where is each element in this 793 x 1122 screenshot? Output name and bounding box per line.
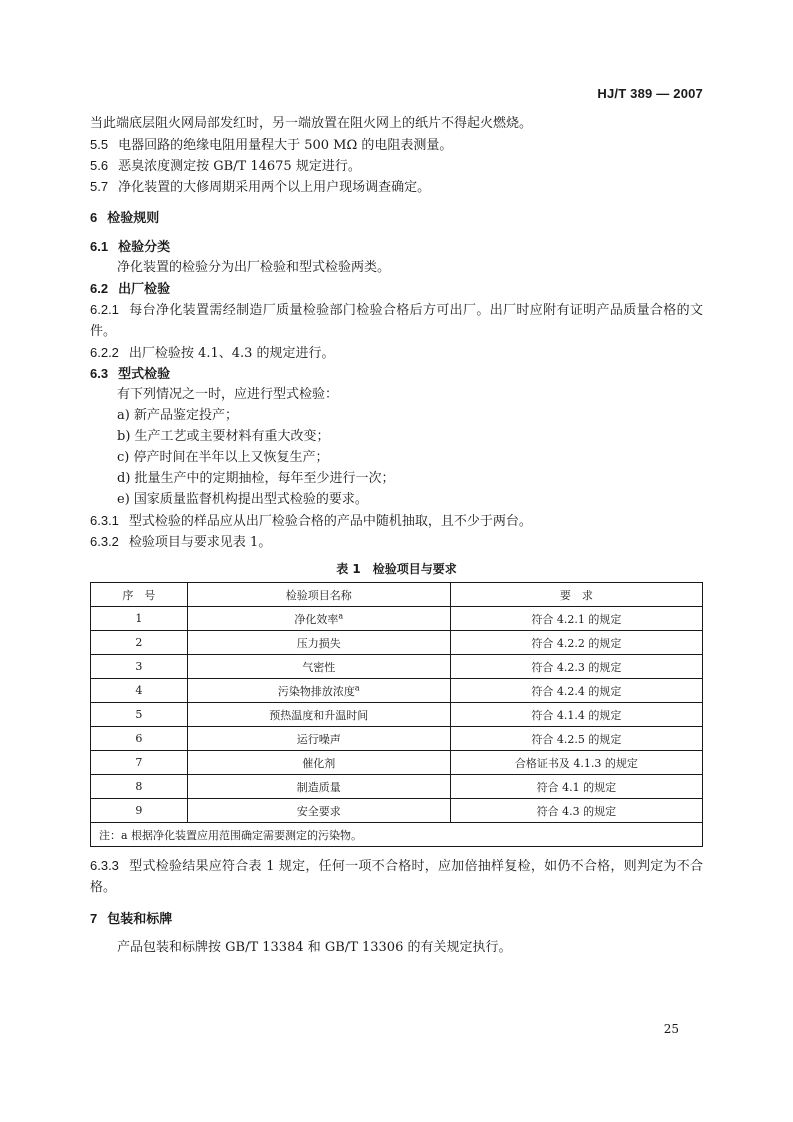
item-name: 运行噪声 <box>187 727 450 751</box>
table-title: 表 1 检验项目与要求 <box>336 562 457 576</box>
clause-number: 5.7 <box>90 179 109 194</box>
table-header-row <box>91 583 703 607</box>
list-item-c: c) 停产时间在半年以上又恢复生产； <box>117 450 329 465</box>
clause-5-5 <box>90 134 703 155</box>
clause-text: 型式检验结果应符合表 1 规定，任何一项不合格时，应加倍抽样复检，如仍不合格，则判定为不合格。 <box>90 859 703 895</box>
clause-5-6 <box>90 155 703 176</box>
requirement: 符合 4.2.2 的规定 <box>450 631 702 655</box>
clause-number: 6.2 <box>90 281 109 296</box>
clause-title: 检验分类 <box>118 240 171 255</box>
clause-6-2-1 <box>90 299 703 342</box>
item-name: 压力损失 <box>187 631 450 655</box>
clause-text: 出厂检验按 4.1、4.3 的规定进行。 <box>128 346 335 361</box>
paragraph-continuation: 当此端底层阻火网局部发红时，另一端放置在阻火网上的纸片不得起火燃烧。 <box>90 116 533 131</box>
section-title: 包装和标牌 <box>107 912 173 927</box>
row-number: 4 <box>91 679 188 703</box>
clause-5-7 <box>90 176 703 197</box>
row-number: 3 <box>91 655 188 679</box>
item-name: 安全要求 <box>187 799 450 823</box>
clause-6-3-3 <box>90 855 703 898</box>
clause-text: 检验项目与要求见表 1。 <box>128 535 272 550</box>
clause-6-1-text: 净化装置的检验分为出厂检验和型式检验两类。 <box>117 260 391 275</box>
row-number: 7 <box>91 751 188 775</box>
list-item-d: d) 批量生产中的定期抽检，每年至少进行一次； <box>117 471 395 486</box>
clause-number: 6.3.3 <box>90 858 119 873</box>
row-number: 2 <box>91 631 188 655</box>
table-note: 注：a 根据净化装置应用范围确定需要测定的污染物。 <box>91 823 703 847</box>
clause-6-3-2 <box>90 531 703 552</box>
clause-6-2-2 <box>90 342 703 363</box>
table-row <box>91 607 703 631</box>
section-7-text: 产品包装和标牌按 GB/T 13384 和 GB/T 13306 的有关规定执行。 <box>117 940 512 955</box>
clause-text: 净化装置的大修周期采用两个以上用户现场调查确定。 <box>118 180 431 195</box>
header-cell: 检验项目名称 <box>187 583 450 607</box>
section-number: 7 <box>90 911 98 926</box>
row-number: 9 <box>91 799 188 823</box>
section-number: 6 <box>90 210 98 225</box>
row-number: 6 <box>91 727 188 751</box>
inspection-table <box>90 582 703 847</box>
row-number: 1 <box>91 607 188 631</box>
clause-title: 出厂检验 <box>118 282 171 297</box>
clause-6-3-intro: 有下列情况之一时，应进行型式检验： <box>117 387 339 402</box>
item-name: 净化效率$^a$ <box>187 607 450 631</box>
clause-number: 6.1 <box>90 239 109 254</box>
table-row <box>91 751 703 775</box>
clause-number: 5.6 <box>90 158 109 173</box>
clause-number: 6.3 <box>90 366 109 381</box>
item-name: 制造质量 <box>187 775 450 799</box>
table-row <box>91 679 703 703</box>
requirement: 符合 4.2.3 的规定 <box>450 655 702 679</box>
table-row <box>91 775 703 799</box>
clause-number: 6.3.2 <box>90 534 119 549</box>
item-name: 气密性 <box>187 655 450 679</box>
footnote-mark: a <box>354 682 360 692</box>
section-6-heading <box>90 207 703 228</box>
section-title: 检验规则 <box>107 211 160 226</box>
item-name: 污染物排放浓度$^a$ <box>187 679 450 703</box>
table-row <box>91 727 703 751</box>
requirement: 符合 4.1 的规定 <box>450 775 702 799</box>
clause-6-3-1 <box>90 510 703 531</box>
clause-6-3-heading <box>90 363 703 384</box>
clause-text: 型式检验的样品应从出厂检验合格的产品中随机抽取，且不少于两台。 <box>128 514 532 529</box>
item-name: 催化剂 <box>187 751 450 775</box>
clause-text: 每台净化装置需经制造厂质量检验部门检验合格后方可出厂。出厂时应附有证明产品质量合格的文件。 <box>90 303 703 339</box>
clause-6-2-heading <box>90 278 703 299</box>
requirement: 合格证书及 4.1.3 的规定 <box>450 751 702 775</box>
table-row <box>91 655 703 679</box>
table-row <box>91 703 703 727</box>
header-cell: 序 号 <box>91 583 188 607</box>
table-note-row <box>91 823 703 847</box>
row-number: 5 <box>91 703 188 727</box>
requirement: 符合 4.1.4 的规定 <box>450 703 702 727</box>
clause-text: 恶臭浓度测定按 GB/T 14675 规定进行。 <box>118 159 361 174</box>
item-name: 预热温度和升温时间 <box>187 703 450 727</box>
requirement: 符合 4.3 的规定 <box>450 799 702 823</box>
section-7-heading <box>90 908 703 929</box>
table-row <box>91 799 703 823</box>
clause-number: 6.2.1 <box>90 302 119 317</box>
requirement: 符合 4.2.5 的规定 <box>450 727 702 751</box>
requirement: 符合 4.2.1 的规定 <box>450 607 702 631</box>
header-cell: 要 求 <box>450 583 702 607</box>
clause-title: 型式检验 <box>118 367 171 382</box>
list-item-a: a) 新产品鉴定投产； <box>117 408 238 423</box>
clause-number: 5.5 <box>90 137 109 152</box>
table-row <box>91 631 703 655</box>
standard-id: HJ/T 389 — 2007 <box>597 86 703 101</box>
clause-number: 6.3.1 <box>90 513 119 528</box>
footnote-mark: a <box>338 610 344 620</box>
row-number: 8 <box>91 775 188 799</box>
clause-6-1-heading <box>90 236 703 257</box>
page-number: 25 <box>663 1022 679 1036</box>
list-item-b: b) 生产工艺或主要材料有重大改变； <box>117 429 330 444</box>
list-item-e: e) 国家质量监督机构提出型式检验的要求。 <box>117 492 368 507</box>
clause-number: 6.2.2 <box>90 345 119 360</box>
clause-text: 电器回路的绝缘电阻用量程大于 500 MΩ 的电阻表测量。 <box>118 138 453 153</box>
page-content <box>90 113 703 958</box>
requirement: 符合 4.2.4 的规定 <box>450 679 702 703</box>
